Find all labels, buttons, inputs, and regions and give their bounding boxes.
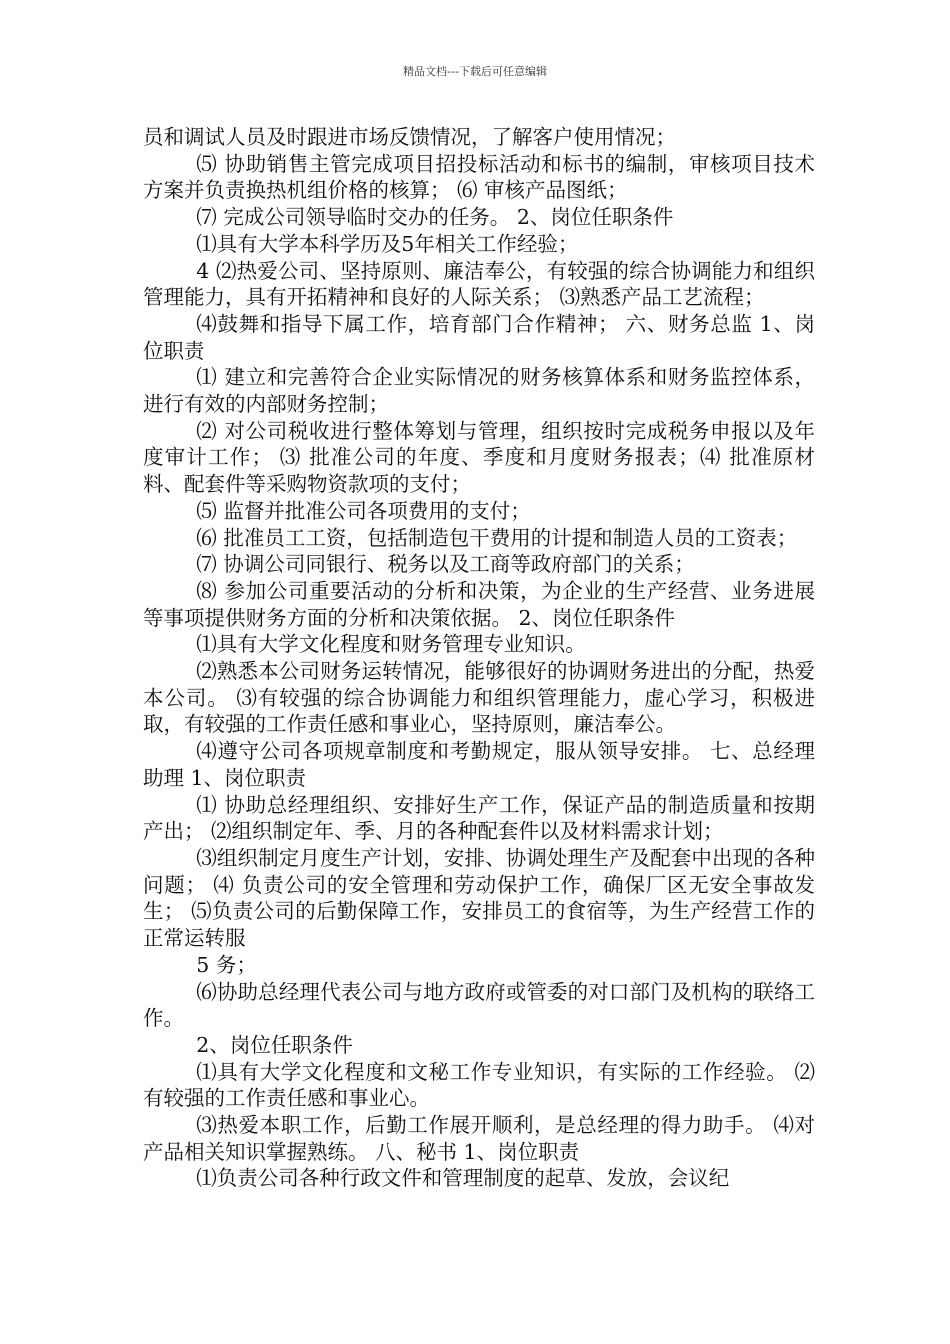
paragraph: ⑷鼓舞和指导下属工作，培育部门合作精神； 六、财务总监 1、岗位职责 xyxy=(143,311,815,363)
paragraph: ⑻ 参加公司重要活动的分析和决策，为企业的生产经营、业务进展等事项提供财务方面的分析和决策依据。 2、岗位任职条件 xyxy=(143,578,815,630)
page-header: 精品文档---下载后可任意编辑 xyxy=(403,65,547,78)
paragraph: ⑹协助总经理代表公司与地方政府或管委的对口部门及机构的联络工作。 xyxy=(143,979,815,1031)
paragraph: ⑴具有大学文化程度和财务管理专业知识。 xyxy=(196,632,586,657)
document-body xyxy=(143,124,815,1192)
paragraph: ⑶组织制定月度生产计划，安排、协调处理生产及配套中出现的各种问题； ⑷ 负责公司的安全管理和劳动保护工作，确保厂区无安全事故发生； ⑸负责公司的后勤保障工作，安排员工的食宿等，为生产经营工作的正常运转服 xyxy=(143,845,815,951)
paragraph: ⑺ 完成公司领导临时交办的任务。 2、岗位任职条件 xyxy=(196,205,674,230)
paragraph: ⑹ 批准员工工资，包括制造包干费用的计提和制造人员的工资表； xyxy=(196,525,798,550)
paragraph: ⑸ 监督并批准公司各项费用的支付； xyxy=(196,498,531,523)
paragraph: ⑴负责公司各种行政文件和管理制度的起草、发放，会议纪 xyxy=(196,1166,730,1191)
paragraph: ⑵熟悉本公司财务运转情况，能够很好的协调财务进出的分配，热爱本公司。 ⑶有较强的综合协调能力和组织管理能力，虚心学习，积极进取，有较强的工作责任感和事业心，坚持原则，廉洁奉公。 xyxy=(143,659,815,737)
paragraph: ⑴ 建立和完善符合企业实际情况的财务核算体系和财务监控体系，进行有效的内部财务控制； xyxy=(143,365,815,417)
paragraph: ⑶热爱本职工作，后勤工作展开顺利，是总经理的得力助手。 ⑷对产品相关知识掌握熟练。 八、秘书 1、岗位职责 xyxy=(143,1113,815,1164)
paragraph: ⑸ 协助销售主管完成项目招投标活动和标书的编制，审核项目技术方案并负责换热机组价格的核算； ⑹ 审核产品图纸； xyxy=(143,151,815,203)
paragraph: ⑵ 对公司税收进行整体筹划与管理，组织按时完成税务申报以及年度审计工作； ⑶ 批准公司的年度、季度和月度财务报表；⑷ 批准原材料、配套件等采购物资款项的支付； xyxy=(143,418,815,497)
paragraph: ⑺ 协调公司同银行、税务以及工商等政府部门的关系； xyxy=(196,552,695,577)
paragraph: 2、岗位任职条件 xyxy=(196,1032,353,1057)
paragraph: ⑷遵守公司各项规章制度和考勤规定，服从领导安排。 七、总经理助理 1、岗位职责 xyxy=(143,739,815,790)
paragraph: ⑴具有大学文化程度和文秘工作专业知识，有实际的工作经验。 ⑵有较强的工作责任感和事业心。 xyxy=(143,1059,815,1111)
paragraph: ⑴ 协助总经理组织、安排好生产工作，保证产品的制造质量和按期产出； ⑵组织制定年、季、月的各种配套件以及材料需求计划； xyxy=(143,792,815,844)
paragraph: 5 务； xyxy=(196,952,257,977)
paragraph: 员和调试人员及时跟进市场反馈情况，了解客户使用情况； xyxy=(143,125,676,149)
paragraph: ⑴具有大学本科学历及5年相关工作经验； xyxy=(196,231,579,256)
paragraph: 4 ⑵热爱公司、坚持原则、廉洁奉公，有较强的综合协调能力和组织管理能力，具有开拓精神和良好的人际关系； ⑶熟悉产品工艺流程； xyxy=(143,258,815,310)
